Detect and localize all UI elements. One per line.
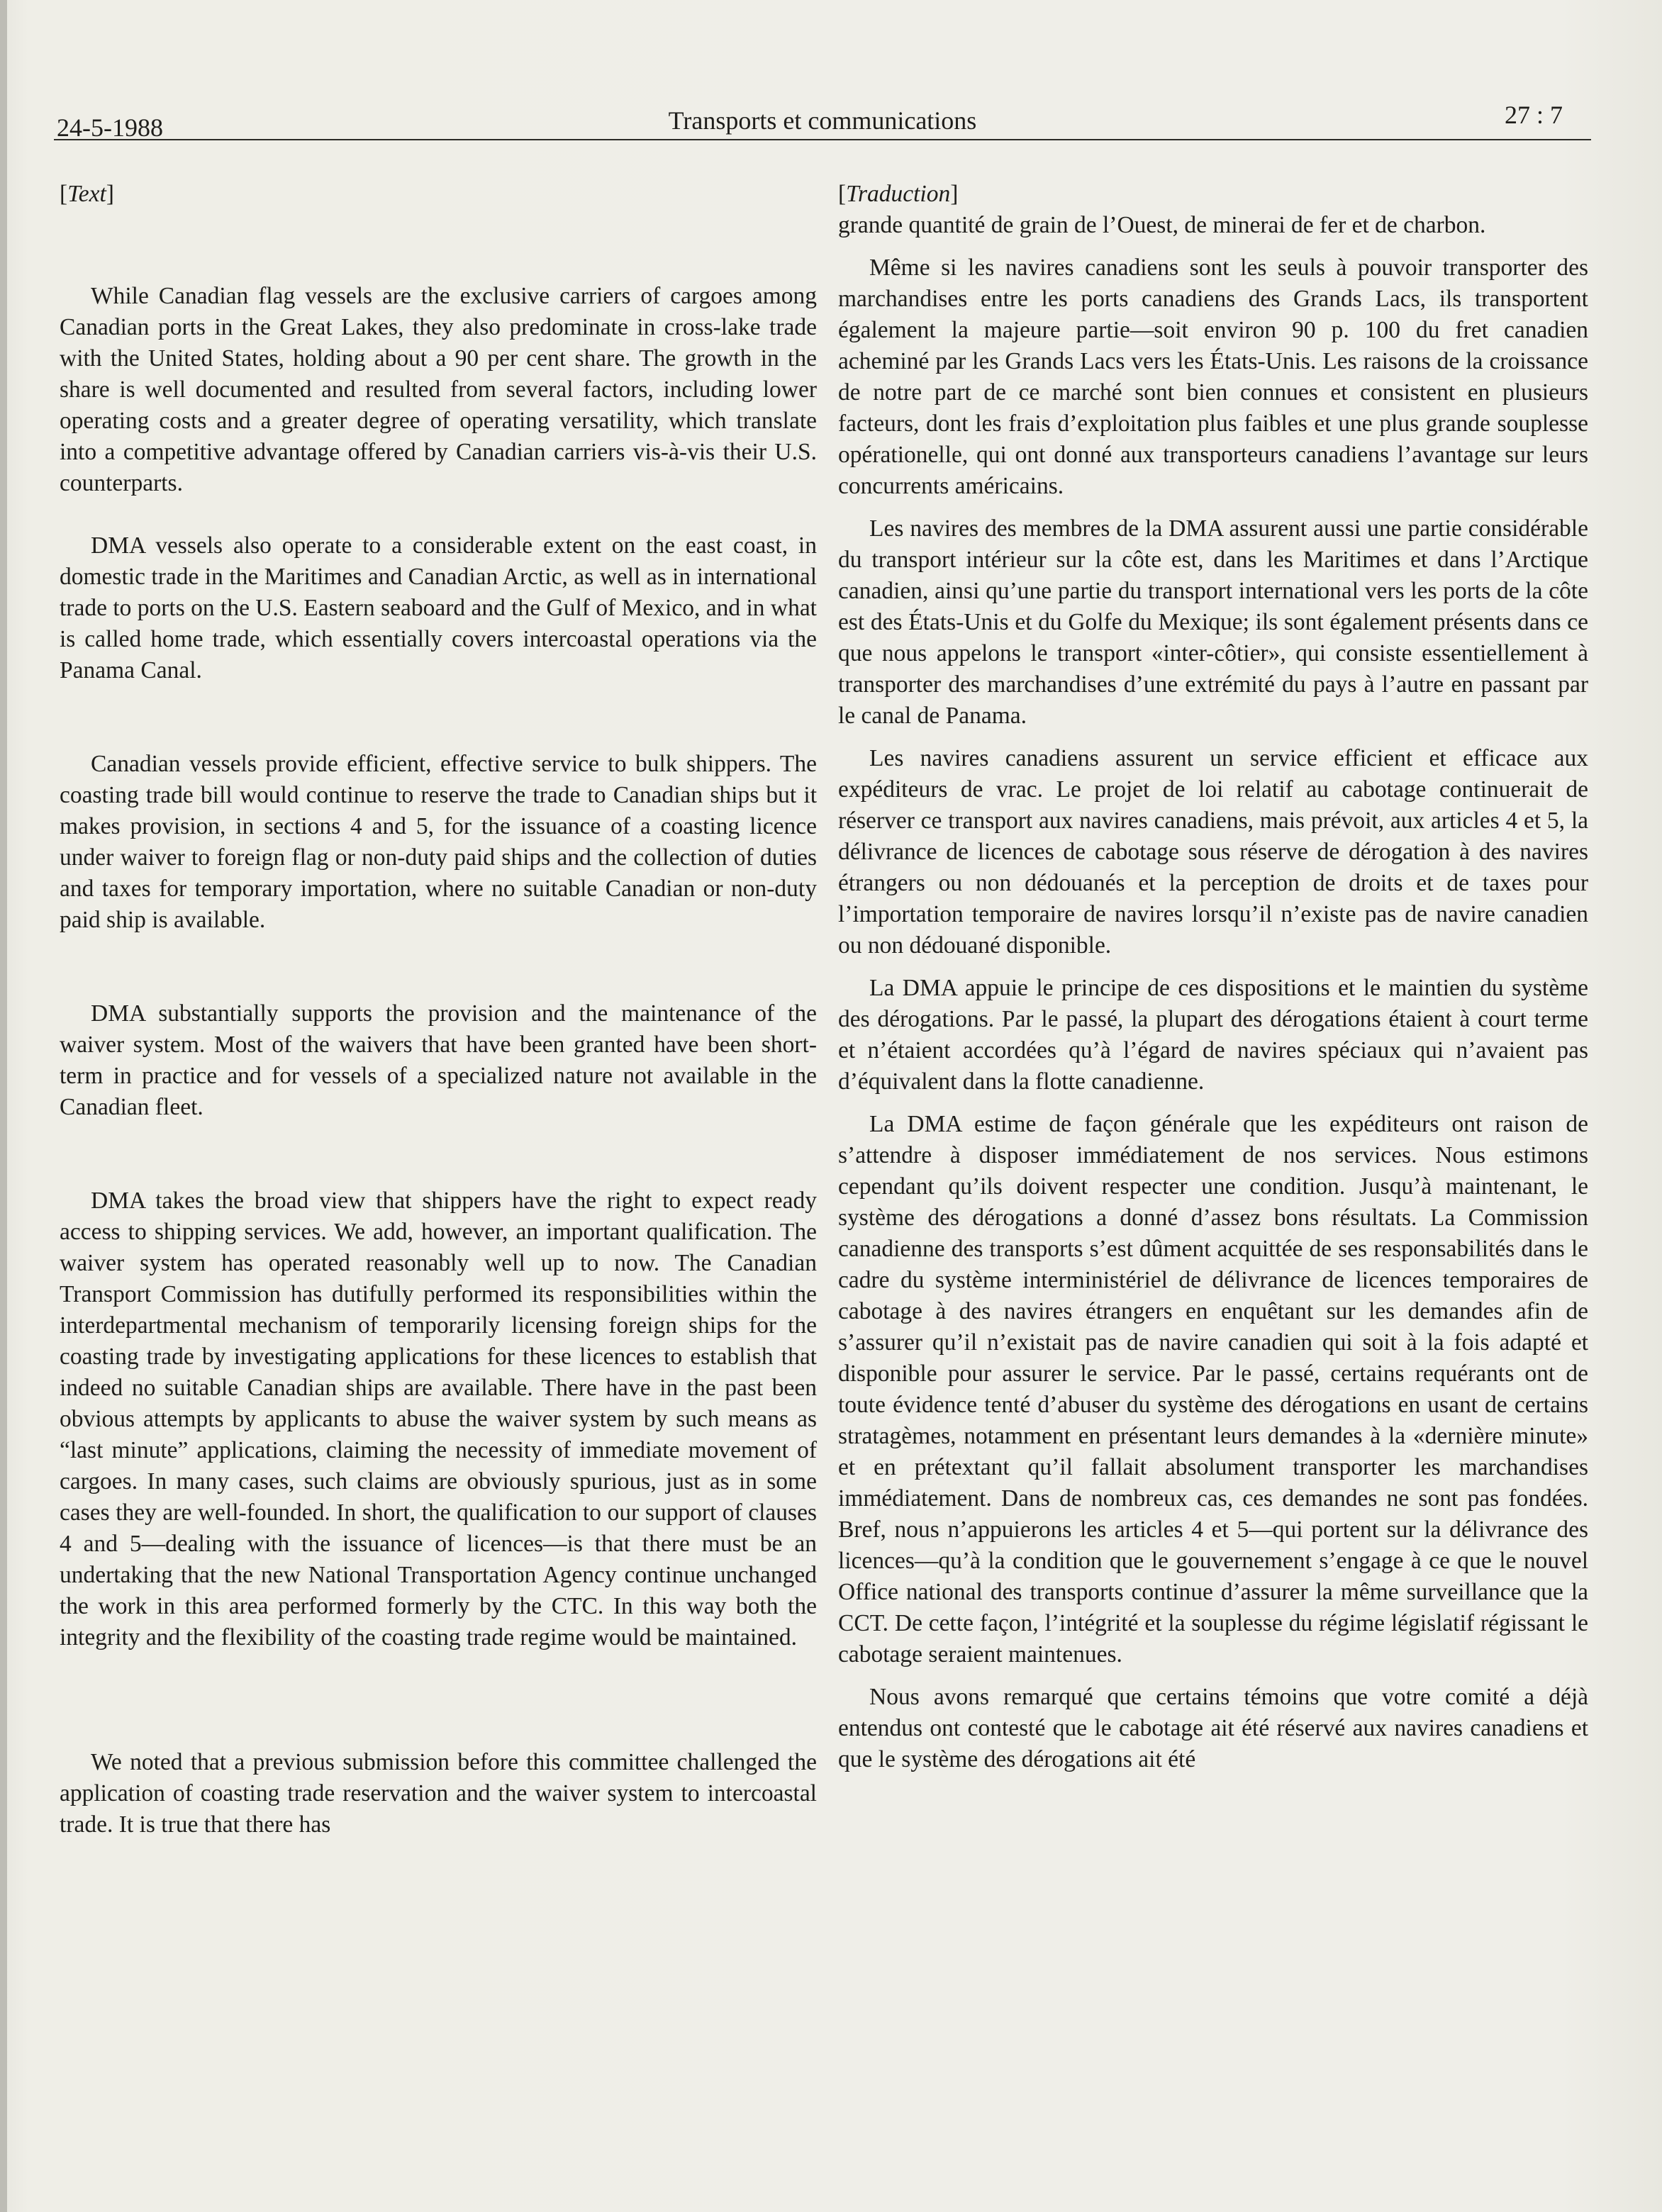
paragraph: La DMA appuie le principe de ces dispositions et le maintien du système des dérogations. Par le passé, la plupart des dérogations étaient à court terme et n’étaient accordées qu’à l’égard de navires spéciaux qui n’avaient pas d’équivalent dans la flotte canadienne. (838, 975, 1588, 1095)
paragraph: We noted that a previous submission before this committee challenged the application of coasting trade reservation and the waiver system to intercoastal trade. It is true that there has (60, 1749, 817, 1838)
english-column (60, 179, 817, 1840)
paragraph: DMA substantially supports the provision and the maintenance of the waiver system. Most of the waivers that have been granted have been short-term in practice and for vessels of a specialized nature not available in the Canadian fleet. (60, 1000, 817, 1120)
paragraph: Nous avons remarqué que certains témoins que votre comité a déjà entendus ont contesté que le cabotage ait été réservé aux navires canadiens et que le système des dérogations ait été (838, 1684, 1588, 1772)
paragraph: Même si les navires canadiens sont les seuls à pouvoir transporter des marchandises entre les ports canadiens des Grands Lacs, ils transportent également la majeure partie—soit environ 90 p. 100 du fret canadien acheminé par les Grands Lacs vers les États-Unis. Les raisons de la croissance de notre part de ce marché sont bien connues et consistent en plusieurs facteurs, dont les frais d’exploitation plus faibles et une plus grande souplesse opérationelle, qui ont donné aux transporteurs canadiens l’avantage sur leurs concurrents américains. (838, 255, 1588, 499)
paragraph: DMA takes the broad view that shippers have the right to expect ready access to shipping services. We add, however, an important qualification. The waiver system has operated reasonably well up to now. The Canadian Transport Commission has dutifully performed its responsibilities within the interdepartmental mechanism of temporarily licensing foreign ships for the coasting trade by investigating applications for these licences to establish that indeed no suitable Canadian ships are available. There have in the past been obvious attempts by applicants to abuse the waiver system by such means as “last minute” applications, claiming the necessity of immediate movement of cargoes. In many cases, such claims are obviously spurious, just as in some cases they are well-founded. In short, the qualification to our support of clauses 4 and 5—dealing with the issuance of licences—is that there must be an undertaking that the new National Transportation Agency continue unchanged the work in this area performed formerly by the CTC. In this way both the integrity and the flexibility of the coasting trade regime would be maintained. (60, 1188, 817, 1650)
column-label-text: [Text] (60, 181, 114, 207)
header-title: Transports et communications (668, 106, 977, 135)
paragraph: grande quantité de grain de l’Ouest, de minerai de fer et de charbon. (838, 212, 1486, 238)
paragraph: While Canadian flag vessels are the exclusive carriers of cargoes among Canadian ports in the Great Lakes, they also predominate in cross-lake trade with the United States, holding about a 90 per cent share. The growth in the share is well documented and resulted from several factors, including lower operating costs and a greater degree of operating versatility, which translate into a competitive advantage offered by Canadian carriers vis-à-vis their U.S. counterparts. (60, 283, 817, 496)
french-column (838, 179, 1588, 1775)
page-header (54, 99, 1591, 140)
paragraph: Les navires des membres de la DMA assurent aussi une partie considérable du transport intérieur sur la côte est, dans les Maritimes et dans l’Arctique canadien, ainsi qu’une partie du transport international vers les ports de la côte est des États-Unis et du Golfe du Mexique; ils sont également présents dans ce que nous appelons le transport «inter-côtier», qui consiste essentiellement à transporter des marchandises d’une extrémité du pays à l’autre en passant par le canal de Panama. (838, 515, 1588, 729)
paragraph: Canadian vessels provide efficient, effective service to bulk shippers. The coasting trade bill would continue to reserve the trade to Canadian ships but it makes provision, in sections 4 and 5, for the issuance of a coasting licence under waiver to foreign flag or non-duty paid ships and the collection of duties and taxes for temporary importation, where no suitable Canadian or non-duty paid ship is available. (60, 751, 817, 933)
header-page-number: 27 : 7 (1504, 101, 1563, 129)
paragraph: La DMA estime de façon générale que les expéditeurs ont raison de s’attendre à disposer immédiatement de nos services. Nous estimons cependant qu’ils doivent respecter une condition. Jusqu’à maintenant, le système des dérogations a donné d’assez bons résultats. La Commission canadienne des transports s’est dûment acquittée de ses responsabilités dans le cadre du système interministériel de délivrance de licences temporaires de cabotage à des navires étrangers en enquêtant sur les demandes afin de s’assurer qu’il n’existait pas de navire canadien qui soit à la fois adapté et disponible pour assurer le service. Par le passé, certains requérants ont de toute évidence tenté d’abuser du système des dérogations en usant de certains stratagèmes, notamment en présentant leurs demandes à la «dernière minute» et en prétextant qu’il fallait absolument transporter les marchandises immédiatement. Dans de nombreux cas, ces demandes ne sont pas fondées. Bref, nous n’appuierons les articles 4 et 5—qui portent sur la délivrance des licences—qu’à la condition que le gouvernement s’engage à ce que le nouvel Office national des transports continue d’assurer la même surveillance que la CCT. De cette façon, l’intégrité et la souplesse du régime législatif régissant le cabotage seraient maintenues. (838, 1111, 1588, 1668)
paragraph: DMA vessels also operate to a considerable extent on the east coast, in domestic trade in the Maritimes and Canadian Arctic, as well as in international trade to ports on the U.S. Eastern seaboard and the Gulf of Mexico, and in what is called home trade, which essentially covers intercoastal operations via the Panama Canal. (60, 532, 817, 683)
column-label-traduction: [Traduction] (838, 181, 959, 207)
page-binding-edge (0, 0, 7, 2212)
header-date: 24-5-1988 (57, 113, 163, 142)
paragraph: Les navires canadiens assurent un service efficient et efficace aux expéditeurs de vrac. Le projet de loi relatif au cabotage continuerait de réserver ce transport aux navires canadiens, mais prévoit, aux articles 4 et 5, la délivrance de licences de cabotage sous réserve de dérogation à des navires étrangers ou non dédouanés et la perception de droits et de taxes pour l’importation temporaire de navires lorsqu’il n’existe pas de navire canadien ou non dédouané disponible. (838, 745, 1588, 959)
